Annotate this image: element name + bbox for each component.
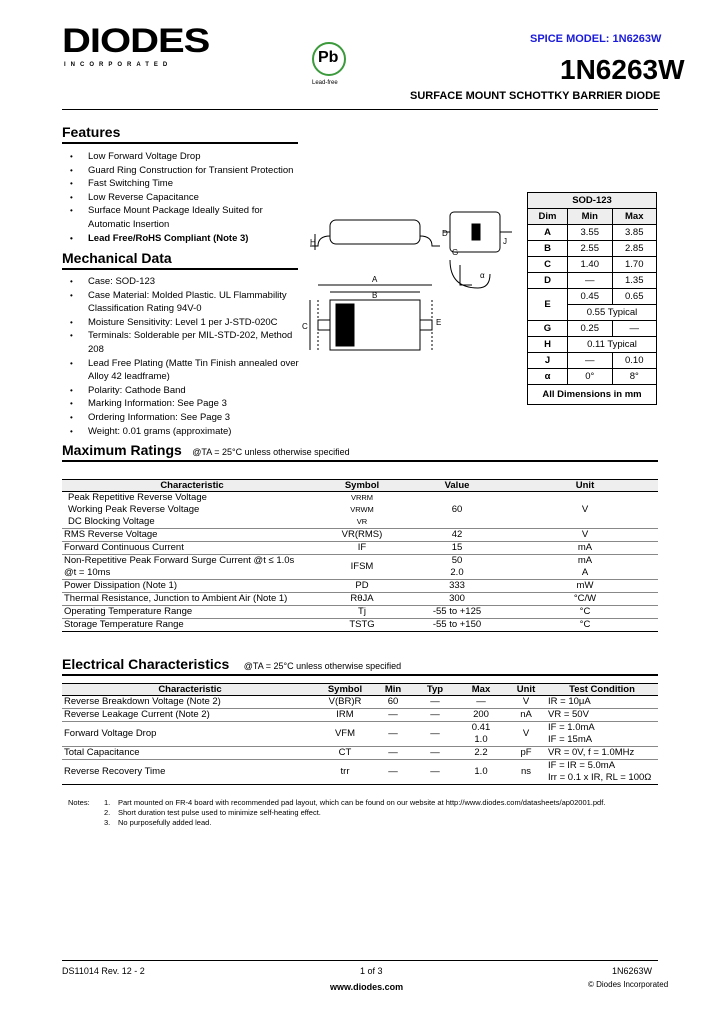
table-row: Thermal Resistance, Junction to Ambient Air (Note 1) RθJA 300 °C/W	[62, 593, 658, 606]
note-text: Part mounted on FR-4 board with recommended pad layout, which can be found on our website at http://www.diodes.com/datasheets/ap02001.pdf.	[118, 798, 606, 807]
mechanical-list	[62, 275, 302, 438]
table-row: Peak Repetitive Reverse Voltage Working Peak Reverse Voltage DC Blocking Voltage VRRM VRWM VR 60 V	[62, 492, 658, 529]
page-number: 1 of 3	[360, 966, 383, 976]
table-row: C 1.40 1.70	[528, 257, 657, 273]
list-item: • Moisture Sensitivity: Level 1 per J-STD-020C	[62, 316, 302, 330]
table-row: E 0.45 0.65	[528, 289, 657, 305]
list-item: • Case Material: Molded Plastic. UL Flammability Classification Rating 94V-0	[62, 289, 302, 316]
cathode-band	[336, 304, 354, 346]
features-title: Features	[62, 124, 121, 140]
label-c: C	[302, 322, 308, 331]
lead-free-label: Lead-free	[312, 80, 338, 86]
mr-header: Characteristic	[62, 480, 322, 492]
website-link[interactable]: www.diodes.com	[330, 982, 404, 992]
notes-label: Notes:	[68, 798, 90, 807]
label-g: G	[452, 248, 459, 257]
list-item: • Guard Ring Construction for Transient Protection	[62, 164, 302, 178]
note-number: 3.	[104, 818, 111, 827]
table-row: Reverse Recovery Time trr — — 1.0 ns IF = IR = 5.0mA Irr = 0.1 x IR, RL = 100Ω	[62, 760, 658, 785]
table-row: Power Dissipation (Note 1) PD 333 mW	[62, 580, 658, 593]
table-row: G 0.25 —	[528, 321, 657, 337]
ec-header: Max	[456, 684, 506, 696]
copyright: © Diodes Incorporated	[588, 980, 669, 989]
mechanical-rule	[62, 268, 298, 270]
note-number: 1.	[104, 798, 111, 807]
logo-subtitle: INCORPORATED	[64, 62, 173, 68]
ec-header: Min	[372, 684, 414, 696]
label-d: D	[442, 229, 448, 238]
side-view-body	[330, 220, 420, 244]
part-number: 1N6263W	[560, 54, 685, 85]
table-row: 0.55 Typical	[528, 305, 657, 321]
label-j: J	[503, 237, 507, 246]
features-rule	[62, 142, 298, 144]
note-text: No purposefully added lead.	[118, 818, 212, 827]
table-row: Storage Temperature Range TSTG -55 to +150 °C	[62, 619, 658, 632]
dim-table-footer: All Dimensions in mm	[528, 385, 657, 405]
note-text: Short duration test pulse used to minimize self-heating effect.	[118, 808, 321, 817]
elec-char-rule	[62, 674, 658, 676]
table-row: Forward Continuous Current IF 15 mA	[62, 542, 658, 555]
elec-char-condition: @TA = 25°C unless otherwise specified	[243, 661, 402, 671]
list-item: • Weight: 0.01 grams (approximate)	[62, 425, 302, 439]
list-item: • Lead Free/RoHS Compliant (Note 3)	[62, 232, 302, 246]
end-view-lead	[472, 224, 480, 240]
footer-part-number: 1N6263W	[612, 966, 653, 976]
ec-header: Symbol	[318, 684, 372, 696]
table-row: J — 0.10	[528, 353, 657, 369]
package-drawing	[300, 190, 525, 370]
part-description: SURFACE MOUNT SCHOTTKY BARRIER DIODE	[410, 90, 661, 102]
pb-symbol: Pb	[318, 49, 339, 66]
diodes-logo: DIODES	[62, 22, 210, 60]
doc-number: DS11014 Rev. 12 - 2	[62, 966, 145, 976]
list-item: • Terminals: Solderable per MIL-STD-202, Method 208	[62, 329, 302, 356]
ec-header: Unit	[506, 684, 546, 696]
ec-header: Characteristic	[62, 684, 318, 696]
list-item: • Surface Mount Package Ideally Suited for Automatic Insertion	[62, 204, 302, 231]
table-row: H 0.11 Typical	[528, 337, 657, 353]
max-ratings-condition: @TA = 25°C unless otherwise specified	[192, 447, 350, 457]
elec-char-table	[62, 683, 658, 785]
footer-divider	[62, 960, 658, 961]
table-row: Reverse Breakdown Voltage (Note 2) V(BR)R 60 — — V IR = 10μA	[62, 696, 658, 709]
mr-header: Symbol	[322, 480, 402, 492]
list-item: • Polarity: Cathode Band	[62, 384, 302, 398]
side-lead-right	[420, 236, 440, 246]
list-item: • Fast Switching Time	[62, 177, 302, 191]
max-ratings-table	[62, 479, 658, 632]
label-b: B	[372, 291, 378, 300]
table-row: Forward Voltage Drop VFM — — 0.41 1.0 V IF = 1.0mA IF = 15mA	[62, 722, 658, 747]
dimension-table	[527, 192, 657, 405]
table-row: α 0° 8°	[528, 369, 657, 385]
features-list	[62, 150, 302, 245]
dim-header: Dim	[528, 209, 568, 225]
ec-header: Typ	[414, 684, 456, 696]
max-ratings-heading	[62, 442, 350, 460]
label-e: E	[436, 318, 442, 327]
list-item: • Low Forward Voltage Drop	[62, 150, 302, 164]
elec-char-title: Electrical Characteristics	[62, 656, 230, 672]
top-lead-right	[420, 320, 432, 330]
list-item: • Marking Information: See Page 3	[62, 397, 302, 411]
max-ratings-rule	[62, 460, 658, 462]
table-row: Total Capacitance CT — — 2.2 pF VR = 0V, f = 1.0MHz	[62, 747, 658, 760]
table-row: Non-Repetitive Peak Forward Surge Current @t ≤ 1.0s @t = 10ms IFSM 50 2.0 mA A	[62, 555, 658, 580]
label-alpha: α	[480, 271, 485, 280]
max-ratings-title: Maximum Ratings	[62, 442, 182, 458]
table-row: B 2.55 2.85	[528, 241, 657, 257]
label-a: A	[372, 275, 378, 284]
mr-header: Value	[402, 480, 512, 492]
spice-model-link[interactable]: SPICE MODEL: 1N6263W	[530, 33, 662, 45]
mechanical-title: Mechanical Data	[62, 250, 172, 266]
table-row: Reverse Leakage Current (Note 2) IRM — — 200 nA VR = 50V	[62, 709, 658, 722]
dim-table-title: SOD-123	[528, 193, 657, 209]
top-lead-left	[318, 320, 330, 330]
notes	[68, 798, 605, 828]
list-item: • Case: SOD-123	[62, 275, 302, 289]
ec-header: Test Condition	[546, 684, 658, 696]
mr-header: Unit	[512, 480, 658, 492]
note-number: 2.	[104, 808, 111, 817]
label-h: H	[310, 238, 316, 247]
elec-char-heading	[62, 656, 401, 674]
dim-header: Max	[612, 209, 657, 225]
list-item: • Ordering Information: See Page 3	[62, 411, 302, 425]
table-row: D — 1.35	[528, 273, 657, 289]
list-item: • Lead Free Plating (Matte Tin Finish annealed over Alloy 42 leadframe)	[62, 357, 302, 384]
table-row: A 3.55 3.85	[528, 225, 657, 241]
list-item: • Low Reverse Capacitance	[62, 191, 302, 205]
table-row: RMS Reverse Voltage VR(RMS) 42 V	[62, 529, 658, 542]
header-divider	[62, 109, 658, 110]
dim-header: Min	[568, 209, 613, 225]
table-row: Operating Temperature Range Tj -55 to +125 °C	[62, 606, 658, 619]
detail-j-lead	[460, 265, 472, 285]
